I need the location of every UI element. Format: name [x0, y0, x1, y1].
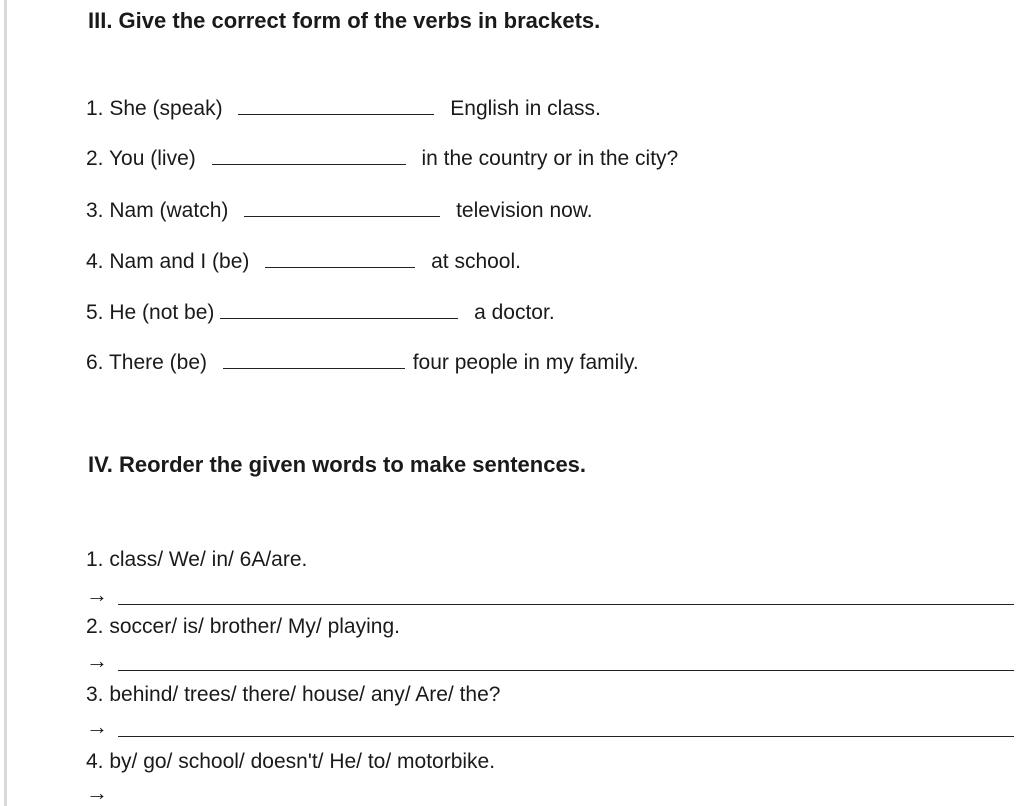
- item-text-after: four people in my family.: [412, 351, 639, 374]
- item-text-after: television now.: [456, 199, 593, 222]
- answer-blank[interactable]: [265, 249, 415, 268]
- arrow-right-icon: →: [86, 714, 108, 739]
- exercise-3-item-6: [86, 350, 639, 376]
- exercise-3-item-1: [86, 96, 601, 122]
- item-text-after: a doctor.: [474, 301, 555, 324]
- exercise-3-item-4: [86, 249, 521, 275]
- exercise-4-answer-row-1: [86, 582, 1016, 608]
- item-text-before: 5. He (not be): [86, 301, 215, 324]
- answer-line[interactable]: [118, 736, 1014, 737]
- item-text-after: in the country or in the city?: [421, 147, 679, 170]
- arrow-right-icon: →: [86, 780, 108, 805]
- item-text-before: 3. Nam (watch): [86, 199, 229, 222]
- arrow-right-icon: →: [86, 582, 108, 607]
- exercise-3-item-5: [86, 300, 555, 326]
- answer-line[interactable]: [118, 604, 1014, 605]
- answer-blank[interactable]: [238, 96, 434, 115]
- exercise-4-answer-row-3: [86, 714, 1016, 740]
- item-text-after: English in class.: [450, 97, 601, 120]
- answer-blank[interactable]: [223, 350, 405, 369]
- exercise-3-item-3: [86, 198, 593, 224]
- answer-blank[interactable]: [212, 146, 406, 165]
- exercise-4-answer-row-2: [86, 648, 1016, 674]
- exercise-4-answer-row-4: [86, 780, 1016, 806]
- answer-blank[interactable]: [220, 300, 458, 319]
- item-text-after: at school.: [431, 250, 521, 273]
- section-4-heading: IV. Reorder the given words to make sentences.: [88, 452, 587, 477]
- item-text-before: 4. Nam and I (be): [86, 250, 250, 273]
- answer-line[interactable]: [118, 670, 1014, 671]
- page-edge-divider: [4, 0, 7, 806]
- item-text-before: 6. There (be): [86, 351, 208, 374]
- section-3-heading: III. Give the correct form of the verbs in brackets.: [88, 8, 601, 33]
- arrow-right-icon: →: [86, 648, 108, 673]
- exercise-4-prompt-4: 4. by/ go/ school/ doesn't/ He/ to/ motorbike.: [86, 750, 496, 773]
- exercise-4-prompt-3: 3. behind/ trees/ there/ house/ any/ Are/ the?: [86, 683, 501, 706]
- item-text-before: 2. You (live): [86, 147, 196, 170]
- exercise-4-prompt-2: 2. soccer/ is/ brother/ My/ playing.: [86, 615, 400, 638]
- exercise-3-item-2: [86, 146, 678, 172]
- exercise-4-prompt-1: 1. class/ We/ in/ 6A/are.: [86, 548, 308, 571]
- answer-blank[interactable]: [244, 198, 440, 217]
- item-text-before: 1. She (speak): [86, 97, 223, 120]
